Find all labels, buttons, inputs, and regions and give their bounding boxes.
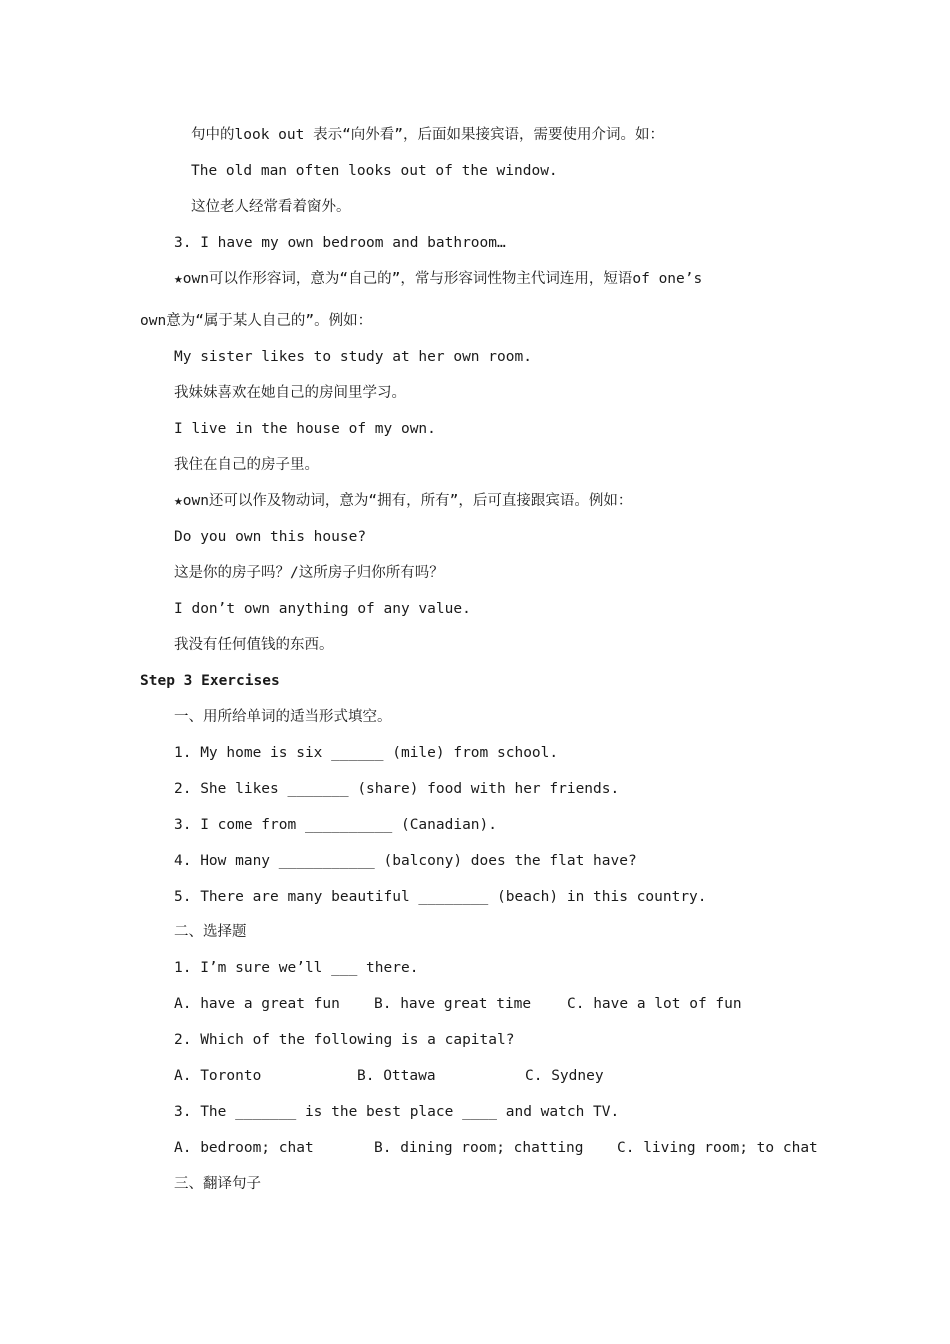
translation-line: 我住在自己的房子里。 <box>174 457 319 473</box>
option-a: A. Toronto <box>174 1068 262 1084</box>
question-item: 3. The _______ is the best place ____ and watch TV. <box>174 1104 620 1120</box>
option-c: C. living room; to chat <box>617 1140 818 1156</box>
question-item: 2. Which of the following is a capital? <box>174 1032 515 1048</box>
option-a: A. bedroom; chat <box>174 1140 314 1156</box>
option-b: B. Ottawa <box>357 1068 436 1084</box>
translation-line: 这位老人经常看着窗外。 <box>191 199 351 215</box>
note-own-verb: ★own还可以作及物动词，意为“拥有，所有”，后可直接跟宾语。例如： <box>174 493 633 509</box>
exercise-item: 1. My home is six ______ (mile) from school. <box>174 745 559 761</box>
example-sentence: The old man often looks out of the window. <box>191 163 558 179</box>
option-c: C. Sydney <box>525 1068 604 1084</box>
translation-line: 我没有任何值钱的东西。 <box>174 637 334 653</box>
exercise-heading: 三、翻译句子 <box>174 1176 261 1192</box>
option-b: B. dining room; chatting <box>374 1140 584 1156</box>
option-a: A. have a great fun <box>174 996 340 1012</box>
example-sentence: My sister likes to study at her own room. <box>174 349 532 365</box>
exercise-heading: 一、用所给单词的适当形式填空。 <box>174 709 392 725</box>
example-sentence: Do you own this house? <box>174 529 367 545</box>
option-b: B. have great time <box>374 996 532 1012</box>
exercise-item: 5. There are many beautiful ________ (beach) in this country. <box>174 889 707 905</box>
exercise-item: 3. I come from __________ (Canadian). <box>174 817 498 833</box>
key-sentence: 3. I have my own bedroom and bathroom… <box>174 235 506 251</box>
translation-line: 这是你的房子吗？/这所房子归你所有吗？ <box>174 565 444 581</box>
note-own-adjective: ★own可以作形容词，意为“自己的”，常与形容词性物主代词连用，短语of one’s <box>174 271 703 287</box>
section-heading: Step 3 Exercises <box>140 673 280 689</box>
translation-line: 我妹妹喜欢在她自己的房间里学习。 <box>174 385 406 401</box>
exercise-item: 4. How many ___________ (balcony) does the flat have? <box>174 853 637 869</box>
question-item: 1. I’m sure we’ll ___ there. <box>174 960 419 976</box>
example-sentence: I don’t own anything of any value. <box>174 601 471 617</box>
note-own-adjective-cont: own意为“属于某人自己的”。例如： <box>140 313 373 329</box>
option-c: C. have a lot of fun <box>567 996 742 1012</box>
exercise-heading: 二、选择题 <box>174 924 247 940</box>
exercise-item: 2. She likes _______ (share) food with her friends. <box>174 781 620 797</box>
example-sentence: I live in the house of my own. <box>174 421 436 437</box>
text-line: 句中的look out 表示“向外看”，后面如果接宾语，需要使用介词。如： <box>191 127 665 143</box>
